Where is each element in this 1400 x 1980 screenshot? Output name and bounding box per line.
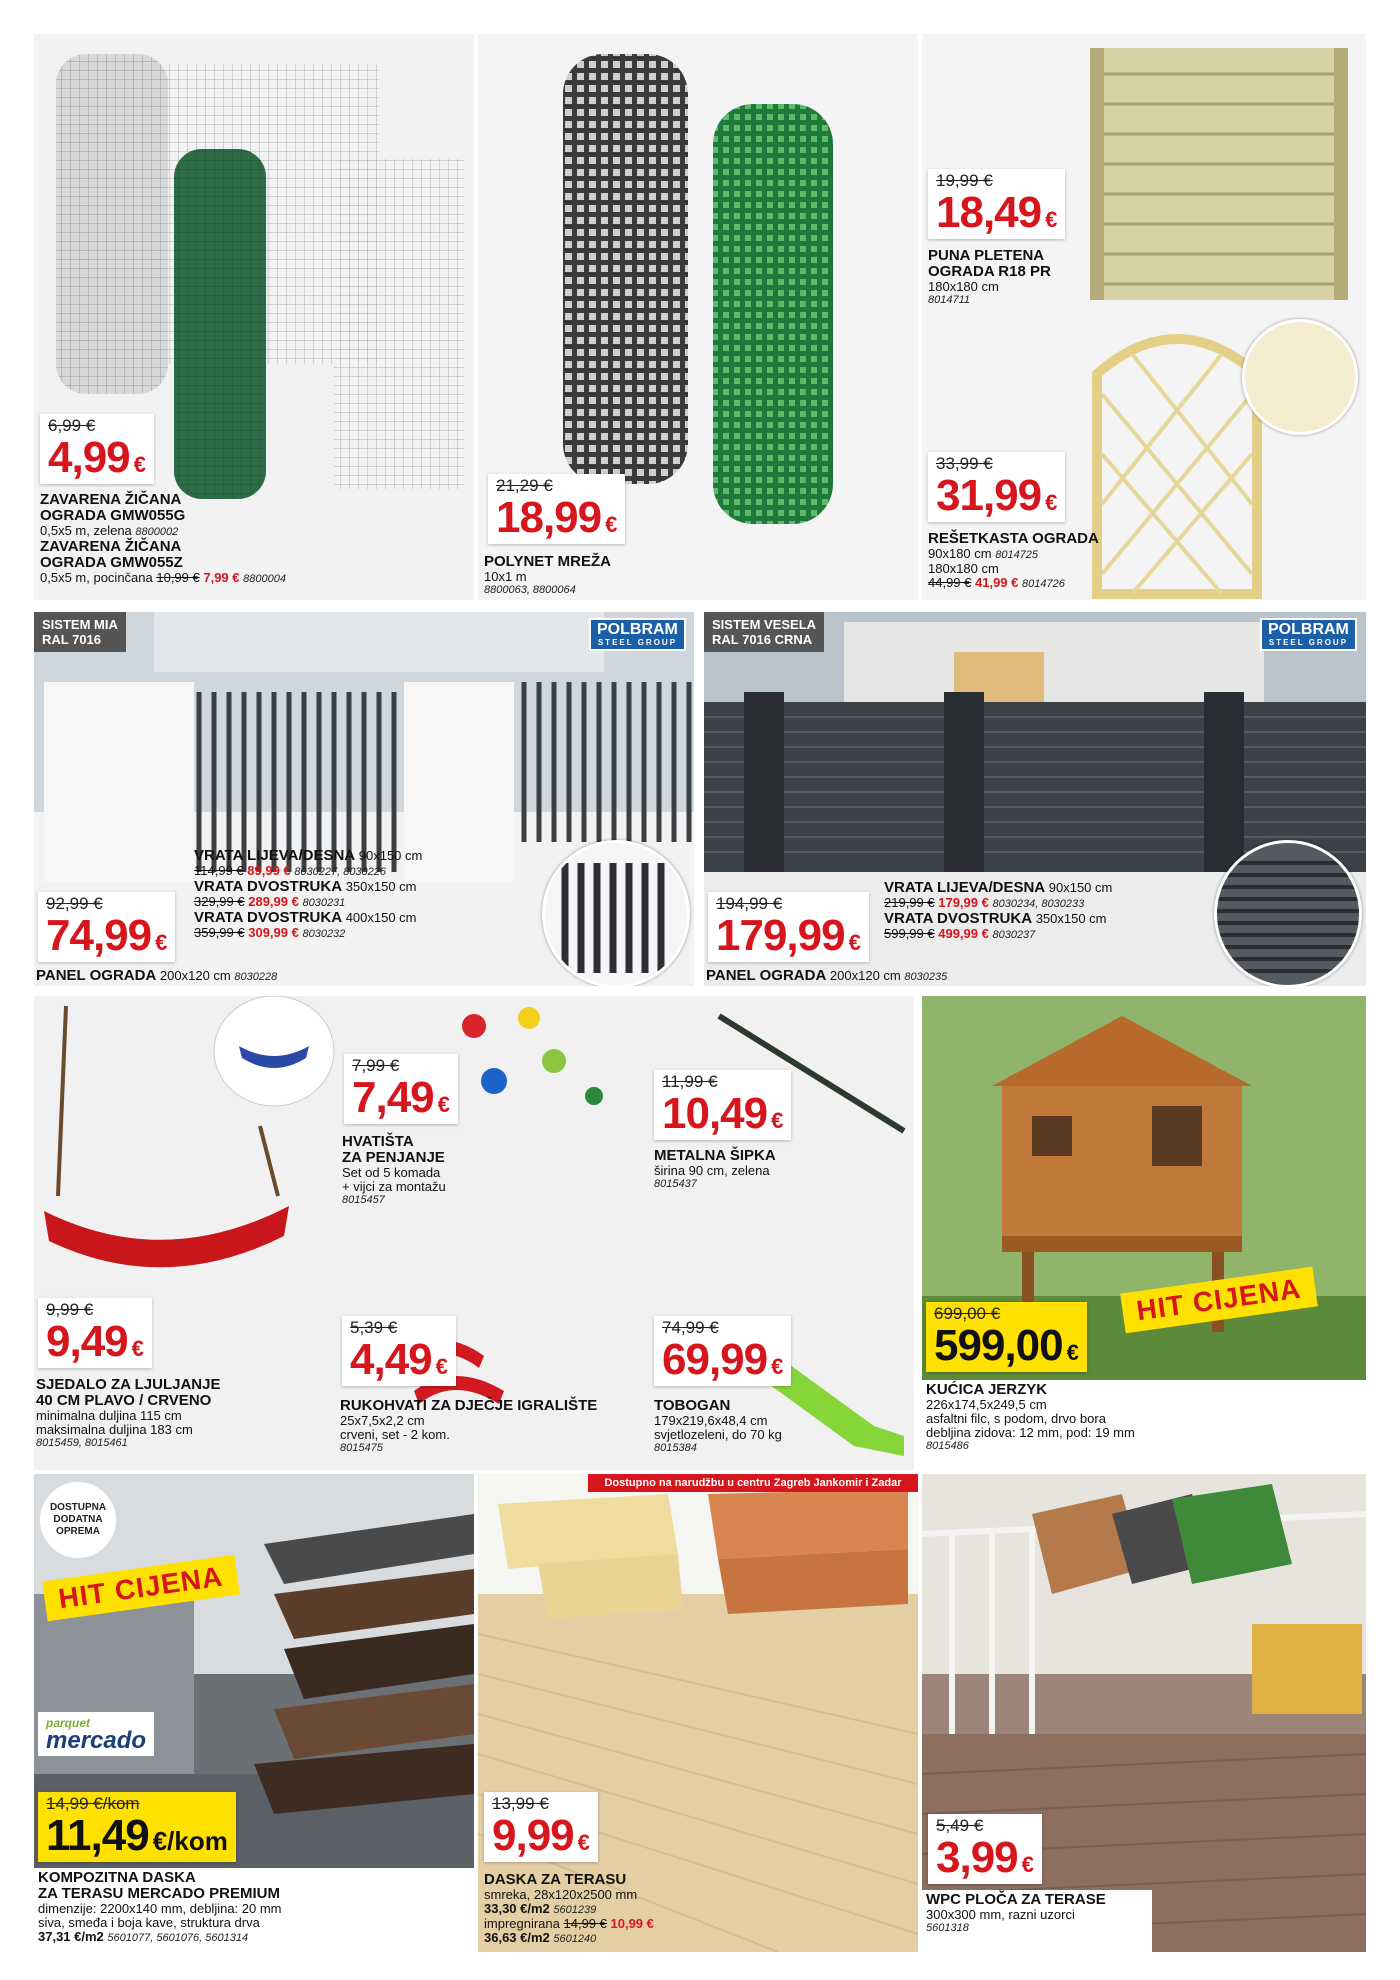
old-price: 21,29 € xyxy=(496,476,553,495)
brand-name: POLBRAM xyxy=(597,621,678,638)
product-name: OGRADA GMW055G xyxy=(40,507,186,524)
currency: € xyxy=(1045,207,1058,232)
price-box xyxy=(38,1792,236,1862)
old-price: 14,99 €/kom xyxy=(46,1794,140,1813)
product-desc: 10x1 m xyxy=(484,569,527,584)
product-code: 8030228 xyxy=(234,971,278,983)
product-panel-playhouse xyxy=(922,996,1366,1470)
gate-name: VRATA DVOSTRUKA xyxy=(194,909,343,926)
price-box xyxy=(344,1054,458,1124)
product-desc: dimenzije: 2200x140 mm, debljina: 20 mm xyxy=(38,1901,282,1916)
new-price: 69,99 xyxy=(662,1335,768,1384)
product-panel-sistem-mia xyxy=(34,612,694,986)
new-price: 599,00 xyxy=(934,1321,1063,1370)
gate-name: VRATA LIJEVA/DESNA xyxy=(884,879,1046,896)
product-name: OGRADA GMW055Z xyxy=(40,554,183,571)
price-box xyxy=(488,474,625,544)
tag-line: RAL 7016 xyxy=(42,632,102,647)
product-code: 8014725 xyxy=(995,549,1039,561)
old-price: 92,99 € xyxy=(46,894,103,913)
tag-line: SISTEM VESELA xyxy=(712,617,817,632)
product-code: 8015486 xyxy=(926,1440,969,1452)
gate-size: 90x150 cm xyxy=(1048,880,1113,895)
product-info xyxy=(34,1868,474,1952)
product-desc: asfaltni filc, s podom, drvo bora xyxy=(926,1411,1106,1426)
gate-price xyxy=(884,927,1214,942)
product-desc: širina 90 cm, zelena xyxy=(654,1163,770,1178)
polbram-logo xyxy=(589,618,686,651)
product-info xyxy=(928,531,1099,591)
product-name: METALNA ŠIPKA xyxy=(654,1147,776,1164)
product-name: ZAVARENA ŽIČANA xyxy=(40,491,182,508)
product-code: 8030232 xyxy=(302,928,346,940)
product-desc: 180x180 cm xyxy=(928,279,999,294)
product-name: KUĆICA JERZYK xyxy=(926,1381,1048,1398)
new-price-inline: 289,99 € xyxy=(248,894,299,909)
old-price: 33,99 € xyxy=(936,454,993,473)
product-panel-composite-board xyxy=(34,1474,474,1952)
new-price-inline: 309,99 € xyxy=(248,925,299,940)
gate-name: VRATA LIJEVA/DESNA xyxy=(194,847,356,864)
tag-line: RAL 7016 CRNA xyxy=(712,632,813,647)
price-box xyxy=(928,452,1065,522)
currency: € xyxy=(435,1354,448,1379)
badge-line: DOSTUPNA xyxy=(49,1502,107,1513)
product-desc xyxy=(40,571,470,586)
product-code: 8030227, 8030226 xyxy=(294,866,387,878)
panel-info xyxy=(36,968,277,984)
product-code: 8015437 xyxy=(654,1178,697,1190)
product-name: WPC PLOČA ZA TERASE xyxy=(926,1891,1106,1908)
product-desc: Set od 5 komada xyxy=(342,1165,441,1180)
product-code: 5601239 xyxy=(553,1904,597,1916)
hit-price-badge: HIT CIJENA xyxy=(1120,1267,1317,1334)
new-price-inline: 10,99 € xyxy=(610,1916,654,1931)
new-price: 4,99 xyxy=(48,433,130,482)
old-price-inline: 10,99 € xyxy=(156,570,200,585)
product-code: 8014726 xyxy=(1022,578,1065,590)
desc-text: 90x180 cm xyxy=(928,546,992,561)
fence-detail-circle xyxy=(1242,319,1358,435)
old-price-inline: 44,99 € xyxy=(928,575,972,590)
price-box xyxy=(654,1070,791,1140)
brand-name: POLBRAM xyxy=(1268,621,1349,638)
desc-text: impregnirana xyxy=(484,1916,560,1931)
product-code: 8030234, 8030233 xyxy=(992,898,1085,910)
product-desc: 300x300 mm, razni uzorci xyxy=(926,1907,1075,1922)
new-price: 3,99 xyxy=(936,1833,1018,1882)
price-box xyxy=(928,1814,1042,1884)
new-price: 18,49 xyxy=(936,188,1042,237)
product-name: DASKA ZA TERASU xyxy=(484,1871,627,1888)
new-price-inline: 41,99 € xyxy=(975,575,1019,590)
availability-banner: Dostupno na narudžbu u centru Zagreb Jankomir i Zadar xyxy=(588,1474,918,1492)
product-info xyxy=(484,1872,904,1946)
product-desc xyxy=(38,1930,470,1945)
gate-price xyxy=(194,895,534,910)
currency: € xyxy=(577,1830,590,1855)
product-code: 5601077, 5601076, 5601314 xyxy=(107,1932,249,1944)
old-price: 19,99 € xyxy=(936,171,993,190)
product-desc: siva, smeđa i boja kave, struktura drva xyxy=(38,1915,260,1930)
old-price-inline: 219,99 € xyxy=(884,895,935,910)
new-price: 9,99 xyxy=(492,1811,574,1860)
badge-line: OPREMA xyxy=(56,1526,100,1537)
product-name: RUKOHVATI ZA DJEČJE IGRALIŠTE xyxy=(340,1397,598,1414)
currency: € xyxy=(605,512,618,537)
product-code: 8800004 xyxy=(243,573,286,585)
unit-price: 33,30 €/m2 xyxy=(484,1901,550,1916)
old-price: 5,49 € xyxy=(936,1816,984,1835)
brand-sub: STEEL GROUP xyxy=(597,638,678,647)
product-info xyxy=(40,492,470,586)
price-box xyxy=(38,1298,152,1368)
product-name: ZA PENJANJE xyxy=(342,1149,445,1166)
currency: € xyxy=(1021,1852,1034,1877)
product-code: 8800063, 8800064 xyxy=(484,584,576,596)
logo-main: mercado xyxy=(46,1727,147,1754)
gate-item xyxy=(194,910,534,926)
old-price: 194,99 € xyxy=(716,894,783,913)
new-price: 10,49 xyxy=(662,1089,768,1138)
panel-name: PANEL OGRADA xyxy=(706,967,827,984)
panel-detail-circle xyxy=(542,840,690,986)
gate-item xyxy=(194,848,534,864)
product-desc xyxy=(928,547,1099,562)
gate-name: VRATA DVOSTRUKA xyxy=(884,910,1033,927)
new-price: 7,49 xyxy=(352,1073,434,1122)
product-desc: 25x7,5x2,2 cm xyxy=(340,1413,425,1428)
gate-size: 350x150 cm xyxy=(345,879,417,894)
panel-size: 200x120 cm xyxy=(159,968,231,983)
old-price: 7,99 € xyxy=(352,1056,400,1075)
panel-name: PANEL OGRADA xyxy=(36,967,157,984)
gate-name: VRATA DVOSTRUKA xyxy=(194,878,343,895)
product-name: HVATIŠTA xyxy=(342,1133,414,1150)
playground-accessories-panel xyxy=(34,996,914,1470)
currency: € xyxy=(1045,490,1058,515)
new-price: 179,99 xyxy=(716,911,845,960)
price-box xyxy=(484,1792,598,1862)
product-desc: crveni, set - 2 kom. xyxy=(340,1427,450,1442)
new-price-inline: 179,99 € xyxy=(938,895,989,910)
product-name: ZAVARENA ŽIČANA xyxy=(40,538,182,555)
gate-list xyxy=(194,848,534,941)
new-price: 9,49 xyxy=(46,1317,128,1366)
product-code: 8015384 xyxy=(654,1442,697,1454)
product-info xyxy=(340,1398,640,1454)
product-code: 8800002 xyxy=(135,526,179,538)
price-box xyxy=(40,414,154,484)
product-name: POLYNET MREŽA xyxy=(484,553,611,570)
new-price-inline: 499,99 € xyxy=(938,926,989,941)
price-box xyxy=(38,892,175,962)
product-code: 5601318 xyxy=(926,1922,969,1934)
unit-price: 37,31 €/m2 xyxy=(38,1929,104,1944)
product-desc: 180x180 cm xyxy=(928,561,999,576)
old-price: 13,99 € xyxy=(492,1794,549,1813)
new-price: 74,99 xyxy=(46,911,152,960)
product-name: SJEDALO ZA LJULJANJE xyxy=(36,1376,221,1393)
currency: € xyxy=(133,452,146,477)
tag-line: SISTEM MIA xyxy=(42,617,118,632)
product-code: 8030235 xyxy=(904,971,948,983)
currency: € xyxy=(771,1108,784,1133)
product-panel-welded-fence xyxy=(34,34,474,600)
product-name: TOBOGAN xyxy=(654,1397,731,1414)
product-panel-deck-board xyxy=(478,1474,918,1952)
old-price: 74,99 € xyxy=(662,1318,719,1337)
price-box xyxy=(654,1316,791,1386)
gate-item xyxy=(884,880,1214,896)
product-panel-sistem-vesela xyxy=(704,612,1366,986)
price-box xyxy=(926,1302,1087,1372)
product-code: 8014711 xyxy=(928,294,971,306)
available-equipment-badge xyxy=(40,1482,116,1558)
old-price: 11,99 € xyxy=(662,1072,718,1091)
product-name: PUNA PLETENA xyxy=(928,247,1045,264)
old-price-inline: 359,99 € xyxy=(194,925,245,940)
product-panel-wpc-tile xyxy=(922,1474,1366,1952)
product-desc: 179x219,6x48,4 cm xyxy=(654,1413,768,1428)
product-name: KOMPOZITNA DASKA xyxy=(38,1869,196,1886)
panel-detail-circle xyxy=(1214,840,1362,986)
gate-size: 90x150 cm xyxy=(358,848,423,863)
product-name: 40 CM PLAVO / CRVENO xyxy=(36,1392,212,1409)
product-code: 5601240 xyxy=(553,1933,597,1945)
old-price-inline: 14,99 € xyxy=(563,1916,607,1931)
system-tag xyxy=(704,612,824,652)
logo-top: parquet xyxy=(46,1716,91,1730)
old-price: 5,39 € xyxy=(350,1318,398,1337)
new-price: 18,99 xyxy=(496,493,602,542)
product-desc xyxy=(928,576,1099,591)
gate-item xyxy=(194,879,534,895)
currency: € xyxy=(155,930,168,955)
product-desc: smreka, 28x120x2500 mm xyxy=(484,1887,638,1902)
currency: € xyxy=(771,1354,784,1379)
product-code: 8015459, 8015461 xyxy=(36,1437,128,1449)
old-price: 6,99 € xyxy=(48,416,96,435)
product-panel-wood-fence xyxy=(922,34,1366,600)
currency: €/kom xyxy=(152,1826,228,1856)
product-info xyxy=(484,554,611,596)
gate-price xyxy=(194,926,534,941)
desc-text: 0,5x5 m, pocinčana xyxy=(40,570,153,585)
parquet-mercado-logo xyxy=(38,1712,154,1756)
gate-size: 400x150 cm xyxy=(345,910,417,925)
badge-line: DODATNA xyxy=(53,1514,103,1525)
product-info xyxy=(342,1134,502,1206)
product-desc: 226x174,5x249,5 cm xyxy=(926,1397,1047,1412)
product-info xyxy=(654,1398,874,1454)
old-price-inline: 329,99 € xyxy=(194,894,245,909)
price-box xyxy=(342,1316,456,1386)
gate-size: 350x150 cm xyxy=(1035,911,1107,926)
system-tag xyxy=(34,612,126,652)
product-desc: svjetlozeleni, do 70 kg xyxy=(654,1427,782,1442)
product-code: 8015475 xyxy=(340,1442,383,1454)
product-desc: minimalna duljina 115 cm xyxy=(36,1408,182,1423)
brand-sub: STEEL GROUP xyxy=(1268,638,1349,647)
hit-price-badge: HIT CIJENA xyxy=(42,1555,239,1622)
panel-size: 200x120 cm xyxy=(829,968,901,983)
product-name: REŠETKASTA OGRADA xyxy=(928,530,1099,547)
new-price: 11,49 xyxy=(46,1811,149,1860)
old-price: 9,99 € xyxy=(46,1300,94,1319)
product-code: 8015457 xyxy=(342,1194,385,1206)
product-desc xyxy=(484,1917,904,1931)
unit-price: 36,63 €/m2 xyxy=(484,1930,550,1945)
price-box xyxy=(708,892,869,962)
product-desc: debljina zidova: 12 mm, pod: 19 mm xyxy=(926,1425,1135,1440)
product-desc xyxy=(484,1931,904,1946)
product-code: 8030237 xyxy=(992,929,1036,941)
new-price: 4,49 xyxy=(350,1335,432,1384)
gate-price xyxy=(194,864,534,879)
currency: € xyxy=(437,1092,450,1117)
product-info xyxy=(654,1148,854,1190)
picket-icon xyxy=(545,843,687,985)
price-box xyxy=(928,169,1065,239)
old-price: 699,00 € xyxy=(934,1304,1001,1323)
product-panel-polynet xyxy=(478,34,918,600)
currency: € xyxy=(131,1336,144,1361)
product-code: 8030231 xyxy=(302,897,346,909)
gate-price xyxy=(884,896,1214,911)
old-price-inline: 599,99 € xyxy=(884,926,935,941)
product-info xyxy=(36,1377,296,1449)
product-name: ZA TERASU MERCADO PREMIUM xyxy=(38,1885,280,1902)
polbram-logo xyxy=(1260,618,1357,651)
currency: € xyxy=(848,930,861,955)
product-desc: + vijci za montažu xyxy=(342,1179,446,1194)
product-desc: maksimalna duljina 183 cm xyxy=(36,1422,193,1437)
gate-item xyxy=(884,911,1214,927)
product-desc xyxy=(40,524,470,539)
panel-info xyxy=(706,968,947,984)
product-desc xyxy=(484,1902,904,1917)
louvre-icon xyxy=(1217,843,1359,985)
product-info xyxy=(928,248,1051,306)
desc-text: 0,5x5 m, zelena xyxy=(40,523,132,538)
new-price-inline: 89,99 € xyxy=(247,863,291,878)
product-info xyxy=(922,1890,1152,1952)
gate-list xyxy=(884,880,1214,942)
currency: € xyxy=(1066,1340,1079,1365)
new-price: 31,99 xyxy=(936,471,1042,520)
product-info xyxy=(922,1380,1366,1470)
old-price-inline: 114,99 € xyxy=(194,863,244,878)
product-name: OGRADA R18 PR xyxy=(928,263,1051,280)
new-price-inline: 7,99 € xyxy=(203,570,240,585)
